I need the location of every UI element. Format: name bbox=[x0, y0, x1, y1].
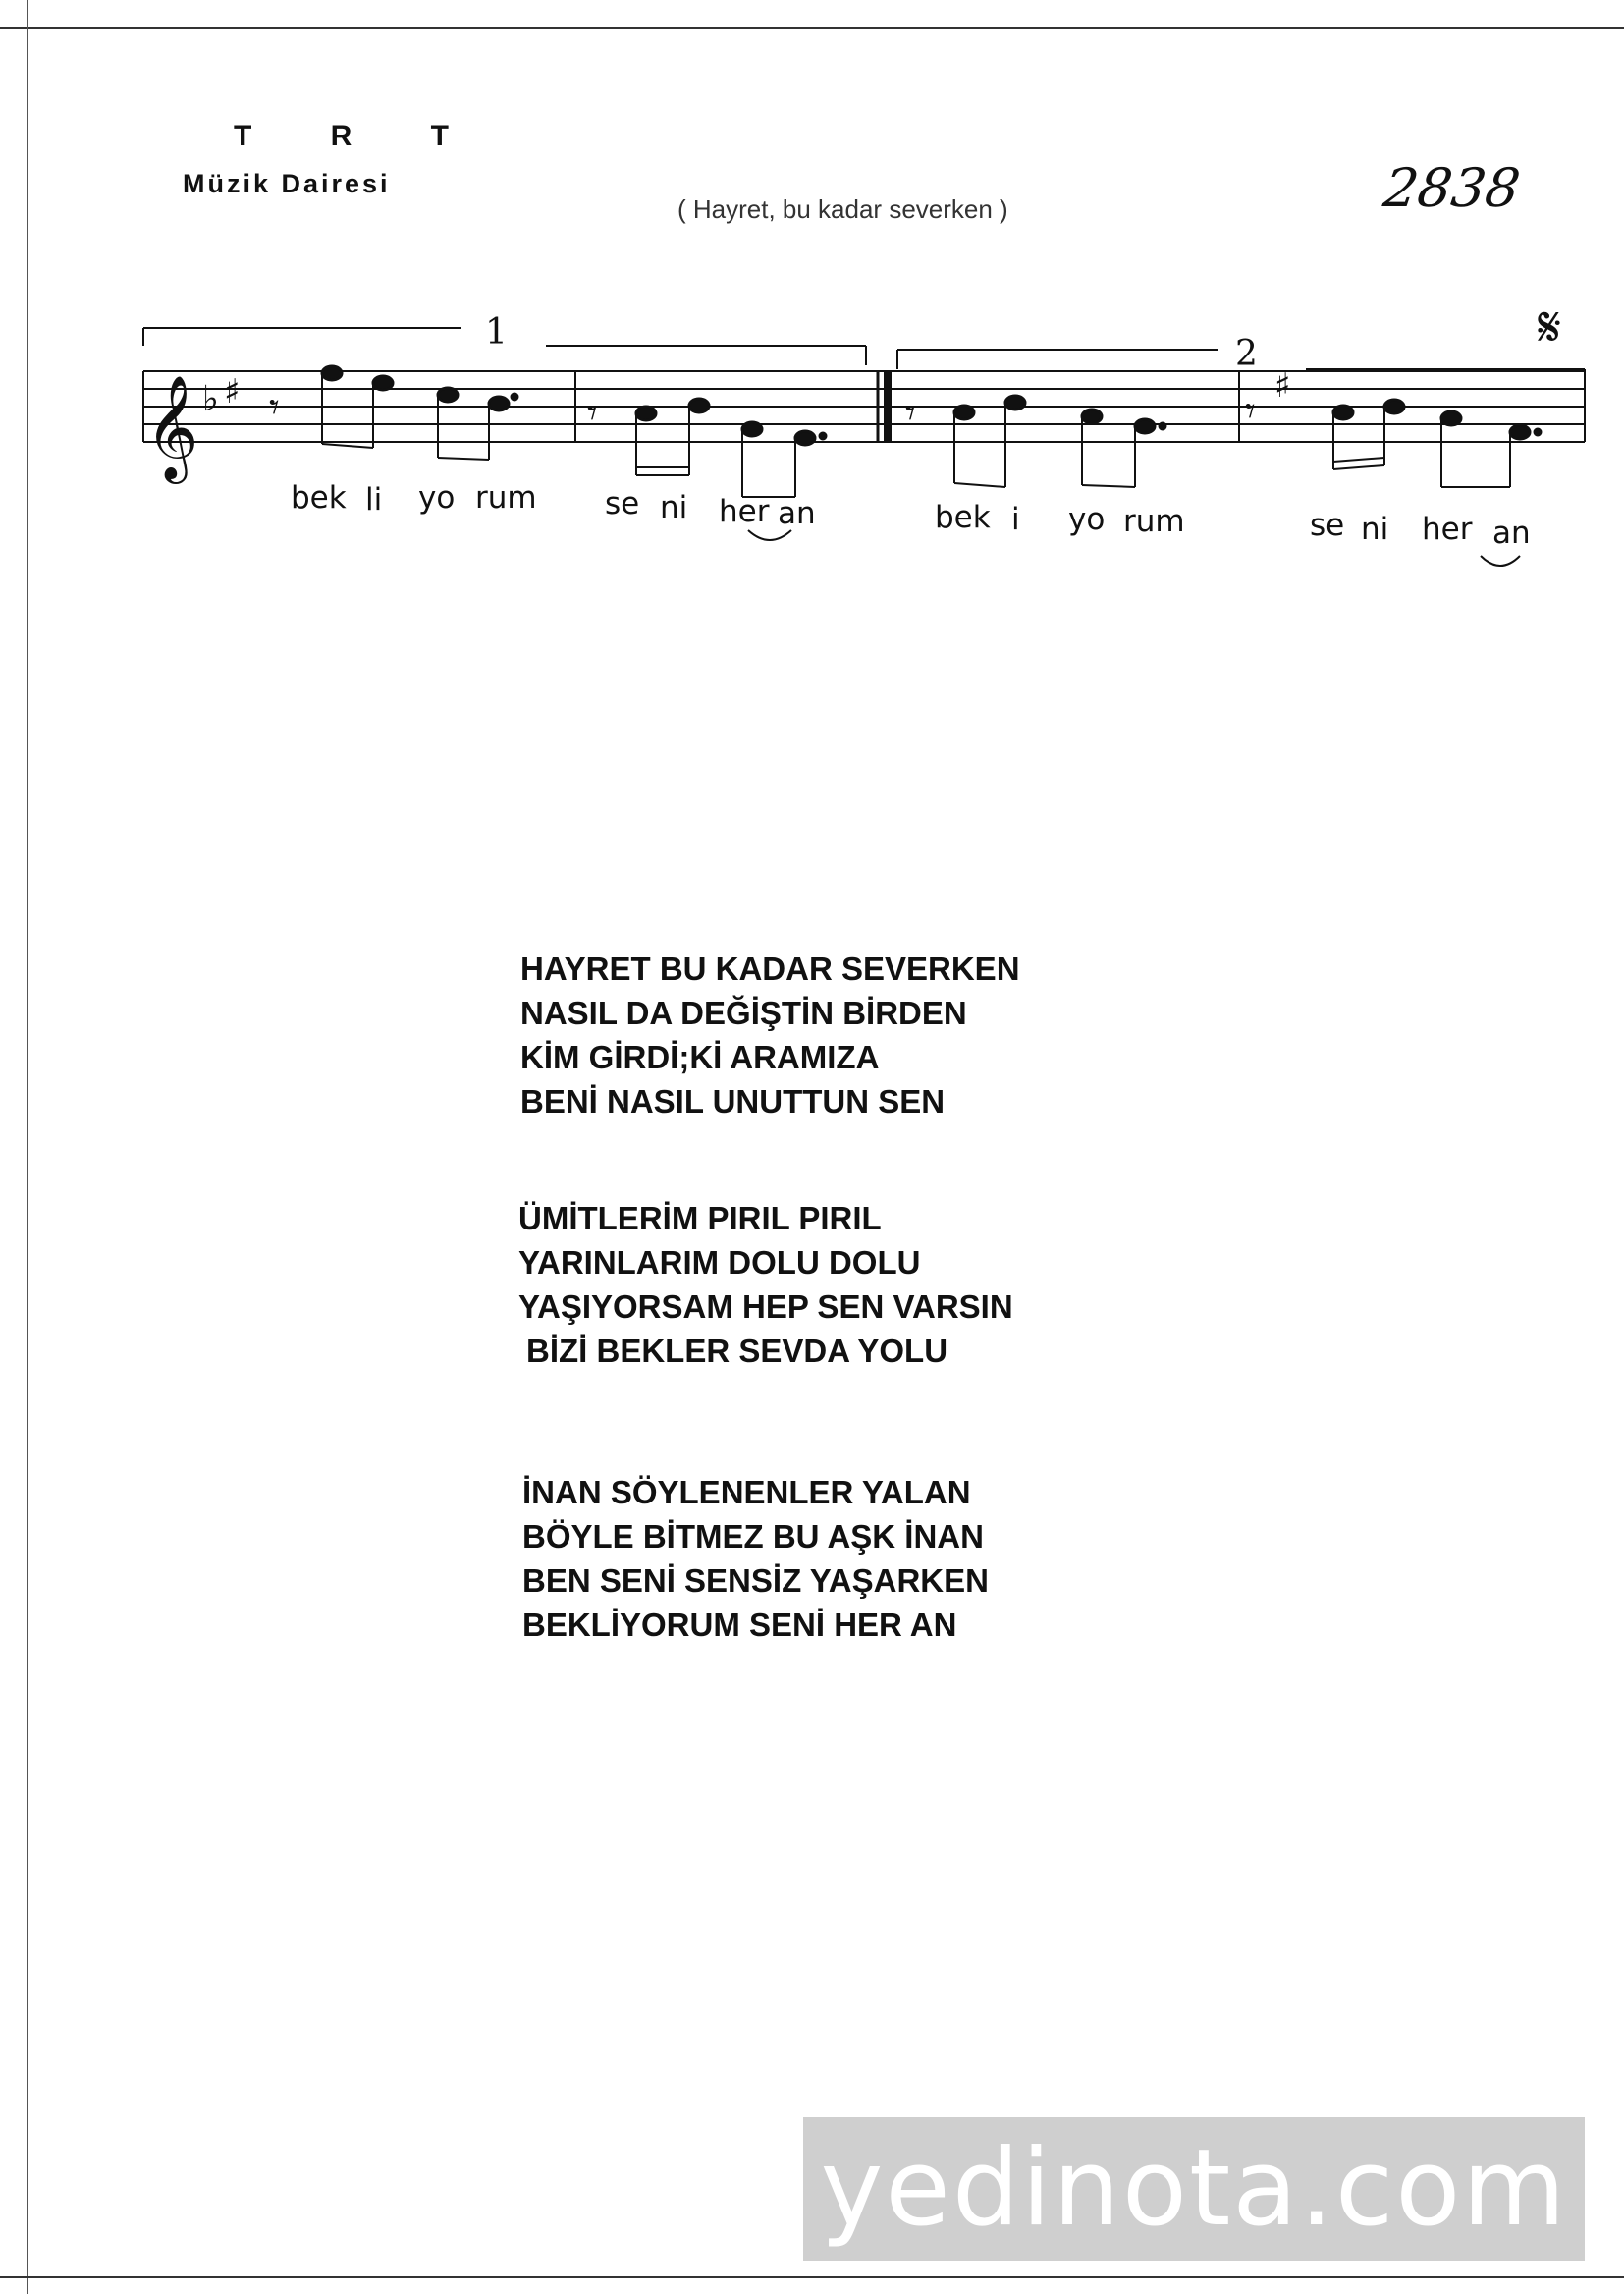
slur bbox=[748, 530, 791, 540]
lyric-syllable: an bbox=[1492, 516, 1531, 551]
lyric-syllable: bek bbox=[935, 500, 991, 535]
eighth-rest-icon: 𝄾 bbox=[1245, 389, 1256, 434]
lyric-syllable: yo bbox=[418, 480, 456, 516]
sharp-icon: ♯ bbox=[1274, 366, 1291, 406]
lyric-line: BİZİ BEKLER SEVDA YOLU bbox=[526, 1333, 948, 1369]
lyric-syllable: se bbox=[605, 486, 640, 521]
dot bbox=[1535, 429, 1541, 435]
stanza-3 bbox=[522, 1470, 989, 1647]
slur bbox=[1481, 556, 1520, 566]
lyric-syllable: li bbox=[365, 482, 383, 518]
catalog-number: 2838 bbox=[1380, 157, 1524, 219]
note-head bbox=[438, 388, 458, 402]
sharp-icon: ♯ bbox=[224, 372, 241, 411]
note-head bbox=[742, 422, 762, 436]
dot bbox=[820, 433, 826, 439]
volta-1-number: 1 bbox=[485, 312, 508, 353]
lyric-line: HAYRET BU KADAR SEVERKEN bbox=[520, 951, 1020, 987]
lyric-syllable: rum bbox=[475, 480, 537, 516]
dot bbox=[1160, 423, 1165, 429]
page-bottom-border bbox=[0, 2276, 1624, 2278]
eighth-rest-icon: 𝄾 bbox=[587, 391, 598, 436]
note-head bbox=[636, 407, 656, 420]
note-stems bbox=[322, 373, 1510, 497]
lyric-line: İNAN SÖYLENENLER YALAN bbox=[522, 1474, 971, 1510]
staff-lines bbox=[143, 371, 1585, 442]
flat-icon: ♭ bbox=[202, 379, 219, 419]
lyric-syllable: yo bbox=[1068, 502, 1106, 537]
note-head bbox=[1333, 406, 1353, 419]
lyric-syllable: her bbox=[1422, 512, 1473, 547]
lyric-syllable: an bbox=[778, 496, 816, 531]
treble-clef-icon: 𝄞 bbox=[145, 374, 199, 479]
note-head bbox=[954, 406, 974, 419]
eighth-rest-icon: 𝄾 bbox=[905, 391, 916, 436]
org-name: T R T bbox=[234, 120, 484, 152]
lyric-syllable: ni bbox=[660, 490, 688, 525]
lyric-line: YARINLARIM DOLU DOLU bbox=[518, 1244, 921, 1281]
lyric-line: BEKLİYORUM SENİ HER AN bbox=[522, 1607, 957, 1643]
lyric-line: NASIL DA DEĞİŞTİN BİRDEN bbox=[520, 995, 967, 1031]
volta-2-number: 2 bbox=[1235, 334, 1258, 374]
note-head bbox=[1384, 400, 1404, 413]
lyric-syllable: ni bbox=[1361, 512, 1389, 547]
note-head bbox=[795, 431, 815, 445]
song-subtitle: ( Hayret, bu kadar severken ) bbox=[677, 194, 1008, 224]
eighth-rest-icon: 𝄾 bbox=[269, 385, 280, 430]
lyric-line: KİM GİRDİ;Kİ ARAMIZA bbox=[520, 1039, 880, 1075]
note-head bbox=[1082, 410, 1102, 423]
note-head bbox=[1005, 396, 1025, 410]
lyric-syllable: se bbox=[1310, 508, 1345, 543]
lyric-line: BEN SENİ SENSİZ YAŞARKEN bbox=[522, 1562, 989, 1599]
department-name: Müzik Dairesi bbox=[183, 169, 391, 198]
lyric-line: BÖYLE BİTMEZ BU AŞK İNAN bbox=[522, 1518, 984, 1555]
note-head bbox=[689, 399, 709, 412]
dot bbox=[512, 394, 517, 400]
lyric-syllable: rum bbox=[1123, 504, 1185, 539]
segno-icon: 𝄋 bbox=[1538, 296, 1562, 359]
lyric-syllable: i bbox=[1011, 502, 1020, 537]
stanza-1 bbox=[520, 947, 1020, 1123]
lyric-syllable: her bbox=[719, 494, 770, 529]
note-head bbox=[1441, 411, 1461, 425]
lyric-line: ÜMİTLERİM PIRIL PIRIL bbox=[518, 1200, 882, 1236]
note-head bbox=[489, 397, 509, 410]
watermark-text: yedinota.com bbox=[820, 2127, 1568, 2250]
lyric-line: YAŞIYORSAM HEP SEN VARSIN bbox=[518, 1288, 1013, 1325]
note-head bbox=[322, 366, 342, 380]
lyric-line: BENİ NASIL UNUTTUN SEN bbox=[520, 1083, 946, 1120]
stanza-2 bbox=[518, 1196, 1013, 1373]
note-head bbox=[373, 376, 393, 390]
note-head bbox=[1135, 419, 1155, 433]
note-head bbox=[1510, 425, 1530, 439]
lyric-syllable: bek bbox=[291, 480, 347, 516]
